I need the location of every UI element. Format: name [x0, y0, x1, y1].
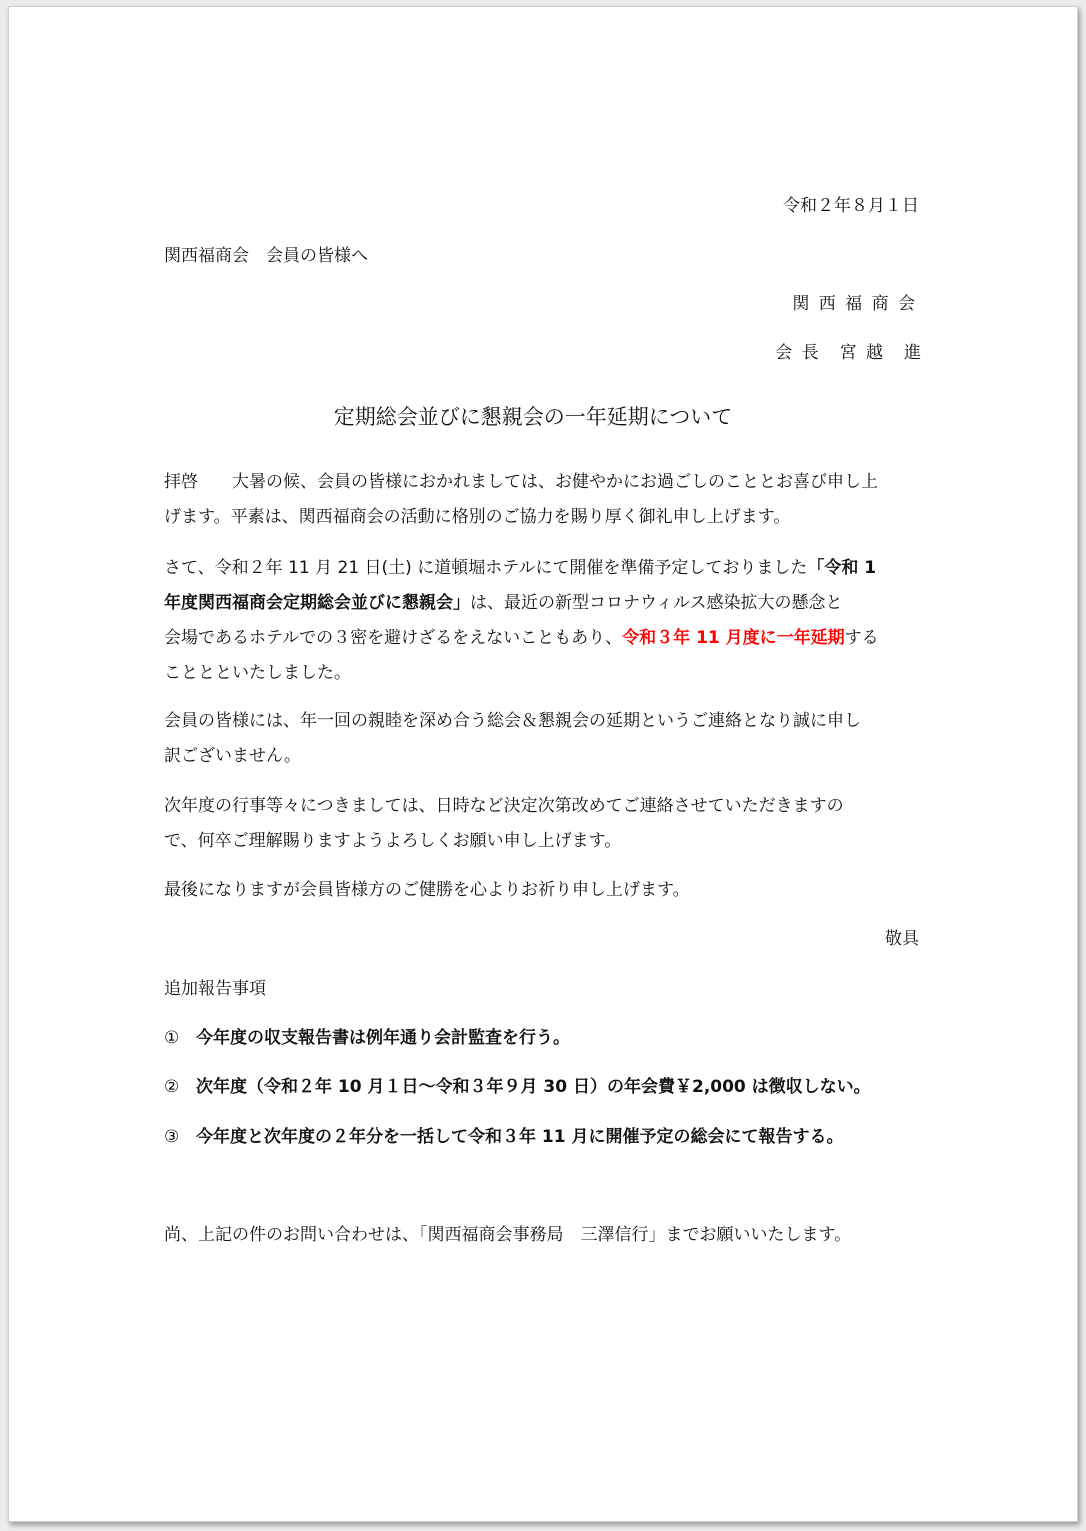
report-item: [164, 1077, 871, 1097]
event-name-bold: 年度関西福商会定期総会並びに懇親会」: [164, 593, 470, 613]
item-number: ②: [164, 1077, 180, 1097]
paragraph-line: げます。平素は、関西福商会の活動に格別のご協力を賜り厚く御礼申し上げます。: [164, 507, 791, 527]
contact-note: 尚、上記の件のお問い合わせは、「関西福商会事務局 三澤信行」までお願いいたします。: [164, 1225, 852, 1245]
paragraph-greeting: [164, 465, 932, 535]
text-segment: する: [844, 628, 879, 648]
document-title: 定期総会並びに懇親会の一年延期について: [333, 405, 733, 429]
paragraph-line: こととといたしました。: [164, 663, 351, 683]
document-date: 令和２年８月１日: [783, 196, 919, 216]
addressee: 関西福商会 会員の皆様へ: [164, 246, 368, 266]
paragraph-line: [164, 551, 932, 586]
sender-organization: 関 西 福 商 会: [792, 294, 917, 314]
paragraph-apology: [164, 704, 932, 774]
paragraph-postponement: [164, 551, 932, 691]
report-item: [164, 1127, 844, 1147]
paragraph-line: で、何卒ご理解賜りますようよろしくお願い申し上げます。: [164, 831, 622, 851]
additional-report-heading: 追加報告事項: [164, 979, 266, 999]
postponement-highlight: 令和３年 11 月度に一年延期: [622, 628, 845, 648]
paragraph-line: 拝啓 大暑の候、会員の皆様におかれましては、お健やかにお過ごしのこととお喜び申し上: [164, 472, 878, 492]
paragraph-line: 会員の皆様には、年一回の親睦を深め合う総会＆懇親会の延期というご連絡となり誠に申し: [164, 711, 861, 731]
paragraph-line: [164, 586, 932, 621]
sender-name: 会 長 宮 越 進: [775, 343, 923, 363]
event-name-bold: 「令和 1: [807, 558, 877, 578]
paragraph-line: 次年度の行事等々につきましては、日時など決定次第改めてご連絡させていただきますの: [164, 796, 844, 816]
item-number: ①: [164, 1028, 180, 1048]
text-segment: さて、令和２年 11 月 21 日(土) に道頓堀ホテルにて開催を準備予定しておりました: [164, 558, 808, 578]
text-segment: 会場であるホテルでの３密を避けざるをえないこともあり、: [164, 628, 623, 648]
item-text: 次年度（令和２年 10 月１日～令和３年９月 30 日）の年会費￥2,000 は徴収しない。: [196, 1077, 871, 1097]
closing-keigu: 敬具: [885, 929, 919, 949]
item-text: 今年度の収支報告書は例年通り会計監査を行う。: [196, 1028, 570, 1048]
paragraph-wishes: [164, 873, 932, 908]
paragraph-line: 最後になりますが会員皆様方のご健勝を心よりお祈り申し上げます。: [164, 880, 690, 900]
item-text: 今年度と次年度の２年分を一括して令和３年 11 月に開催予定の総会にて報告する。: [196, 1127, 844, 1147]
paragraph-next-year: [164, 789, 932, 859]
report-item: [164, 1028, 570, 1048]
text-segment: は、最近の新型コロナウィルス感染拡大の懸念と: [470, 593, 843, 613]
item-number: ③: [164, 1127, 180, 1147]
paragraph-line: 訳ございません。: [164, 746, 302, 766]
paragraph-line: [164, 621, 932, 656]
document-page: [8, 6, 1078, 1522]
